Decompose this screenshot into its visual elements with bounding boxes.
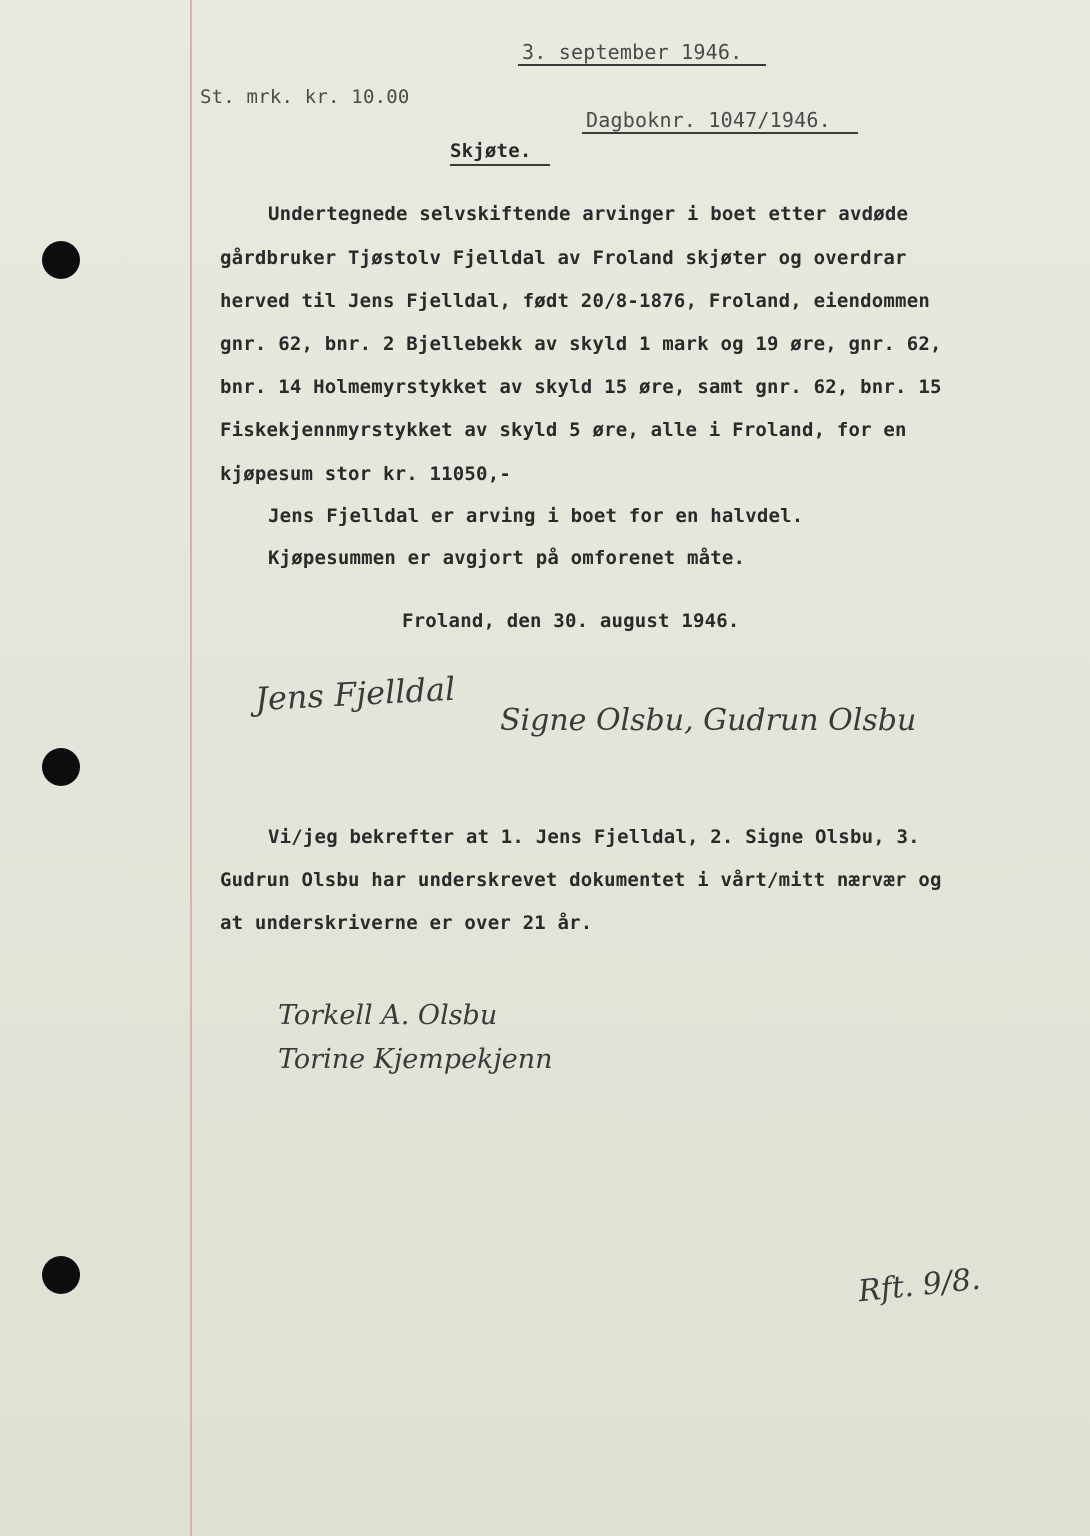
- stamp-duty: St. mrk. kr. 10.00: [200, 86, 410, 108]
- body-line-6: Fiskekjennmyrstykket av skyld 5 øre, alle i Froland, for en: [220, 419, 907, 441]
- punch-hole-top: [42, 241, 80, 279]
- punch-hole-middle: [42, 748, 80, 786]
- punch-hole-bottom: [42, 1256, 80, 1294]
- body-line-7: kjøpesum stor kr. 11050,-: [220, 463, 511, 485]
- witness-line-3: at underskriverne er over 21 år.: [220, 912, 593, 934]
- witness-signature-2: Torine Kjempekjenn: [278, 1044, 553, 1075]
- witness-line-1: Vi/jeg bekrefter at 1. Jens Fjelldal, 2. Signe Olsbu, 3.: [268, 826, 920, 848]
- document-title: Skjøte.: [450, 140, 532, 162]
- body-line-3: herved til Jens Fjelldal, født 20/8-1876, Froland, eiendommen: [220, 290, 930, 312]
- body-line-8: Jens Fjelldal er arving i boet for en halvdel.: [268, 505, 804, 527]
- body-line-4: gnr. 62, bnr. 2 Bjellebekk av skyld 1 mark og 19 øre, gnr. 62,: [220, 333, 942, 355]
- body-line-9: Kjøpesummen er avgjort på omforenet måte.: [268, 547, 746, 569]
- place-date: Froland, den 30. august 1946.: [402, 610, 740, 632]
- header-date: 3. september 1946.: [522, 40, 743, 64]
- body-line-1: Undertegnede selvskiftende arvinger i boet etter avdøde: [268, 203, 909, 225]
- date-underline: [518, 64, 766, 66]
- body-line-5: bnr. 14 Holmemyrstykket av skyld 15 øre, samt gnr. 62, bnr. 15: [220, 376, 942, 398]
- witness-signature-1: Torkell A. Olsbu: [278, 1000, 498, 1031]
- title-underline: [450, 164, 550, 166]
- journal-number: Dagboknr. 1047/1946.: [586, 108, 831, 132]
- witness-line-2: Gudrun Olsbu har underskrevet dokumentet i vårt/mitt nærvær og: [220, 869, 942, 891]
- journal-underline: [582, 132, 858, 134]
- signature-1: Jens Fjelldal: [254, 669, 457, 719]
- handwritten-note: Rft. 9/8.: [856, 1261, 983, 1310]
- margin-line: [190, 0, 192, 1536]
- body-line-2: gårdbruker Tjøstolv Fjelldal av Froland skjøter og overdrar: [220, 247, 907, 269]
- signature-2: Signe Olsbu, Gudrun Olsbu: [500, 703, 917, 738]
